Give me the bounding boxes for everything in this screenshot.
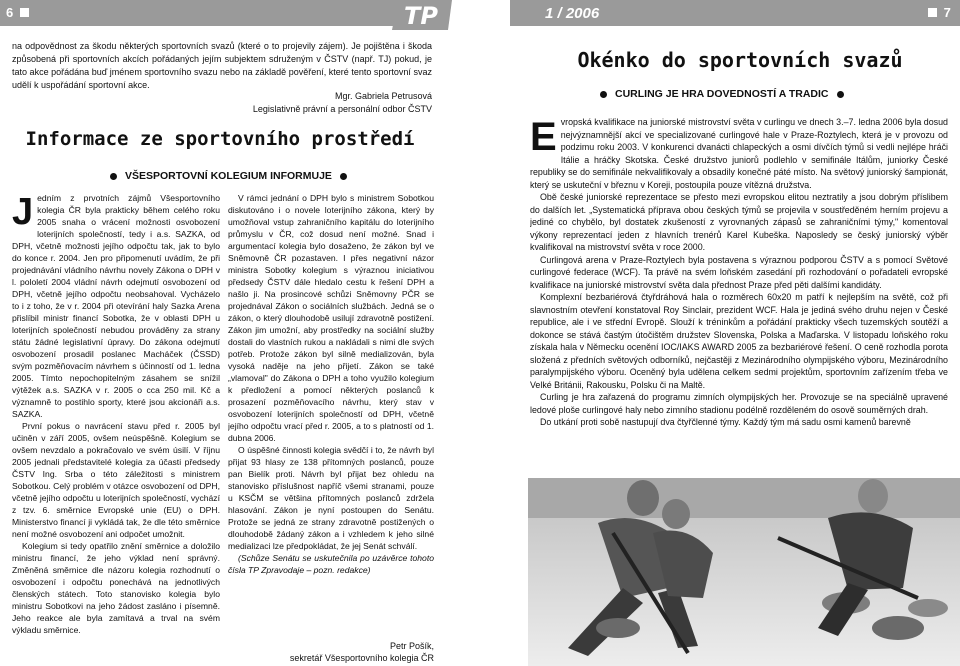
left-page-number: [6, 5, 29, 20]
dropcap: E: [530, 116, 557, 159]
paragraph: Curling je hra zařazená do programu zimních olympijských her. Provozuje se na speciálně upravené ledové ploše curlingové haly nebo zimního stadionu podélně rozděleném do osově souměrných drah.: [530, 392, 948, 415]
author-block: [228, 640, 434, 664]
bullet-icon: [837, 91, 844, 98]
paragraph: Curlingová arena v Praze-Roztylech byla postavena s výraznou podporou ČSTV a s pomocí Světové curlingové federace (WCF). Ta právě na svém loňském zasedání při rozhodování o pořadateli evropské kvalifikace na juniorské mistrovství světa dala přednost Praze před pěti dalšími kandidáty.: [530, 254, 948, 290]
right-column: [530, 116, 948, 480]
signature-name: Mgr. Gabriela Petrusová: [334, 91, 432, 101]
paragraph: První pokus o navrácení stavu před r. 2005 byl učiněn v září 2005, ovšem neúspěšně. Kolegium se ovšem nevzdalo a pokračovalo ve svém úsilí. V říjnu 2005 jednali představitelé kolegia za účasti předsedy ČSTV Ing. Srba o této záležitosti s ministrem Sobotkou. Celý problém v otázce osvobození od DPH, včetně jejího odpočtu u loterijních společností, vychází z tzv. 6. směrnice Evropské unie (EU) o DPH. Ministerstvo financí ji vykládá tak, že dle této směrnice není možné osvobození ani odpočet umožnit.: [12, 421, 220, 539]
left-column-2: [228, 192, 434, 612]
issue-label: 1 / 2006: [545, 5, 600, 22]
intro-paragraph: na odpovědnost za škodu některých sportovních svazů (které o to projevily zájem). Je pojištěna i škoda způsobená při sportovních akcích pořádaných jejím subjektem sdruženým v ČSTV (např. TJ) pokud, je tato akce pořádána buď jménem sportovního svazu nebo na základě pověření, které tento sportovní svaz udělí k uspořádání sportovní akce.: [12, 41, 432, 90]
right-article-title: Okénko do sportovních svazů: [577, 48, 903, 72]
article-title: Informace ze sportovního prostředí: [25, 128, 415, 150]
curling-players-image: [528, 478, 960, 666]
square-icon: [20, 8, 29, 17]
dropcap: J: [12, 192, 34, 233]
subtitle-text: CURLING JE HRA DOVEDNOSTÍ A TRADIC: [615, 88, 829, 100]
tp-logo-icon: [392, 0, 452, 30]
paragraph: Obě české juniorské reprezentace se přesto mezi evropskou elitou neztratily a jsou dobrým příslibem do dalších let. „Systematická příprava obou českých týmů se projevila v soustředěném herním projevu a jediné co chybělo, byl dostatek zkušeností z vyrovnaných zápasů se zahraničními týmy," komentoval výkony reprezentací jeden z hlavních trenérů Karel Kubeška. Naposledy se český juniorský výběr kvalifikoval na mistrovství světa v roce 2000.: [530, 192, 948, 252]
bullet-icon: [600, 91, 607, 98]
page-number-text: 7: [943, 5, 951, 20]
author-role: sekretář Všesportovního kolegia ČR: [289, 653, 434, 663]
logo-text: TP: [404, 2, 438, 30]
right-page-number: [928, 5, 951, 20]
page-number-text: 6: [6, 5, 14, 20]
author-name: Petr Pošík,: [389, 641, 434, 651]
subtitle-text: VŠESPORTOVNÍ KOLEGIUM INFORMUJE: [125, 170, 332, 182]
bullet-icon: [340, 173, 347, 180]
paragraph: O úspěšné činnosti kolegia svědčí i to, že návrh byl přijat 93 hlasy ze 138 přítomných poslanců, pouze pan Bielík proti. Návrh byl přijat bez ohledu na stanovisko příslušnost napříč všemi stranami, pouze u KSČM se většina přítomných poslanců zdržela hlasování. Zákon je nyní postoupen do Senátu. Protože se jedná ze strany zdravotně postižených o dlouhodobě žádaný zákon a i vzhledem k jeho silné medializaci lze předpokládat, že jej Senát schválí.: [228, 445, 434, 551]
paragraph: Komplexní bezbariérová čtyřdráhová hala o rozměrech 60x20 m patří k nejlepším na světě, což při slavnostním otevření konstatoval Roy Sinclair, prezident WCF. Hala je jediná svého druhu nejen v České republice, ale i ve střední Evropě. Slouží k tréninkům a pořádání prakticky všech tuzemských soutěží a dokonce se stává častým útočištěm družstev Slovenska, Polska a Maďarska. V listopadu loňského roku získala hala v Německu ocenění IOC/IAKS AWARD 2005 za bezbariérové řešení. O ceně rozhodla porota složená z předních světových odborníků, nejčastěji z Mezinárodního olympijského výboru, Mezinárodního paralympijského výboru. Oceněný byla udělena celkem sedmi projektům, sportovním zařízením třeba ve Velké Británii, Rakousku, Polsku či na Maltě.: [530, 292, 948, 390]
article-subtitle: [110, 170, 347, 182]
paragraph: edním z prvotních zájmů Všesportovního kolegia ČR byla prakticky během celého roku 2005 snaha o vrácení možnosti osvobození loterijních společností, tedy i a.s. SAZKA, od DPH, včetně možnosti jejího odpočtu tak, jak to bylo do konce r. 2004. Jen pro připomenutí uvádím, že při projednávání vládního návrhu novely Zákona o DPH v l. pololetí 2004 vládní návrh odejmutí osvobození od DPH, včetně jejího odpočtu neobsahoval. Vycházelo to i z toho, že v r. 2004 při otevírání haly Sazka Arena přislíbil ministr financí Sobotka, že v oblasti DPH u loterijních společností nebudou prováděny za strany státu žádné legislativní úpravy. Do zákona odejmutí osvobození prosadil poslanec Macháček (ČSSD) svým pozměňovacím návrhem s účinností od 1. ledna 2005. Tímto nepochopitelným zásahem se snížil výtěžek a.s. SAZKA v r. 2005 o cca 250 mil. Kč a významně to postihlo sporty, které jsou akcionáři a.s. SAZKA.: [12, 193, 220, 419]
signature-block: [200, 90, 432, 115]
curling-photo: [528, 478, 960, 666]
paragraph: Kolegium si tedy opatřilo znění směrnice a doložilo ministru financí, že jeho výklad není správný. Změněná směrnice dle názoru kolegia rozhodnutí o osvobození i odpočtu ponechává na jednotlivých členských státech. Toto stanovisko kolegia bylo ministru Sobotkovi na jeho žádost zasláno i písemně. Jeho reakce ale byla zamítavá a trval na svém výkladu směrnice.: [12, 541, 220, 635]
paragraph: V rámci jednání o DPH bylo s ministrem Sobotkou diskutováno i o novele loterijního zákona, který by umožňoval vstup zahraničního kapitálu do loterijního průmyslu v ČR, což dosud není možné. Snad i argumentací kolegia bylo dosaženo, že zákon byl ve Sněmovně ČR pozastaven. I přes negativní názor ministra Sobotky kolegium s výraznou iniciativou předsedy ČSTV dále hledalo cestu k řešení DPH a našlo ji. Na prosincové schůzi Sněmovny PČR se projednával Zákon o sociálních službách. Jedná se o zákon, o který dlouhodobě usilují zdravotně postižení. Zákon jim umožní, aby prostředky na sociální služby dostali do vlastních rukou a nakládali s nimi dle svých potřeb. Protože zákon byl silně medializován, byla vysoká naděje na jeho přijetí. Zákon se také „vlamoval" do Zákona o DPH a toho využilo kolegium k předložení a pomocí některých poslanců k prosazení pozměňovacího návrhu, který stav v osvobození loterijních společností od DPH, včetně jejího odpočtu vrací před r. 2005, a to s platností od 1. dubna 2006.: [228, 193, 434, 443]
right-article-subtitle: [600, 88, 844, 100]
left-column-1: [12, 192, 220, 664]
logo: [392, 0, 452, 30]
square-icon: [928, 8, 937, 17]
left-header-bar: [0, 0, 410, 26]
paragraph: Do utkání proti sobě nastupují dva čtyřčlenné týmy. Každý tým má sadu osmi kamenů barevně: [540, 417, 911, 427]
bullet-icon: [110, 173, 117, 180]
signature-department: Legislativně právní a personální odbor ČSTV: [252, 103, 432, 114]
paragraph: (Schůze Senátu se uskutečnila po uzávěrce tohoto čísla TP Zpravodaje – pozn. redakce): [228, 553, 434, 575]
paragraph: vropská kvalifikace na juniorské mistrovství světa v curlingu ve dnech 3.–7. ledna 2006 byla dosud nejvýznamnější akcí ve specializované curlingové hale v Praze-Roztylech, která je v provozu od podzimu roku 2003. V konkurenci dvanácti chlapeckých a osmi dívčích týmů si vedli nejlépe hráči Itálie a hráčky Skotska. České družstvo juniorů podlehlo v semifinále Itálům, juniorky České republiky se do semifinále nekvalifikovaly a obsadily konečné páté místo. Na světový juniorský šampionát, který se uskuteční v březnu v Koreji, postoupila pouze vítězná družstva.: [530, 117, 948, 190]
